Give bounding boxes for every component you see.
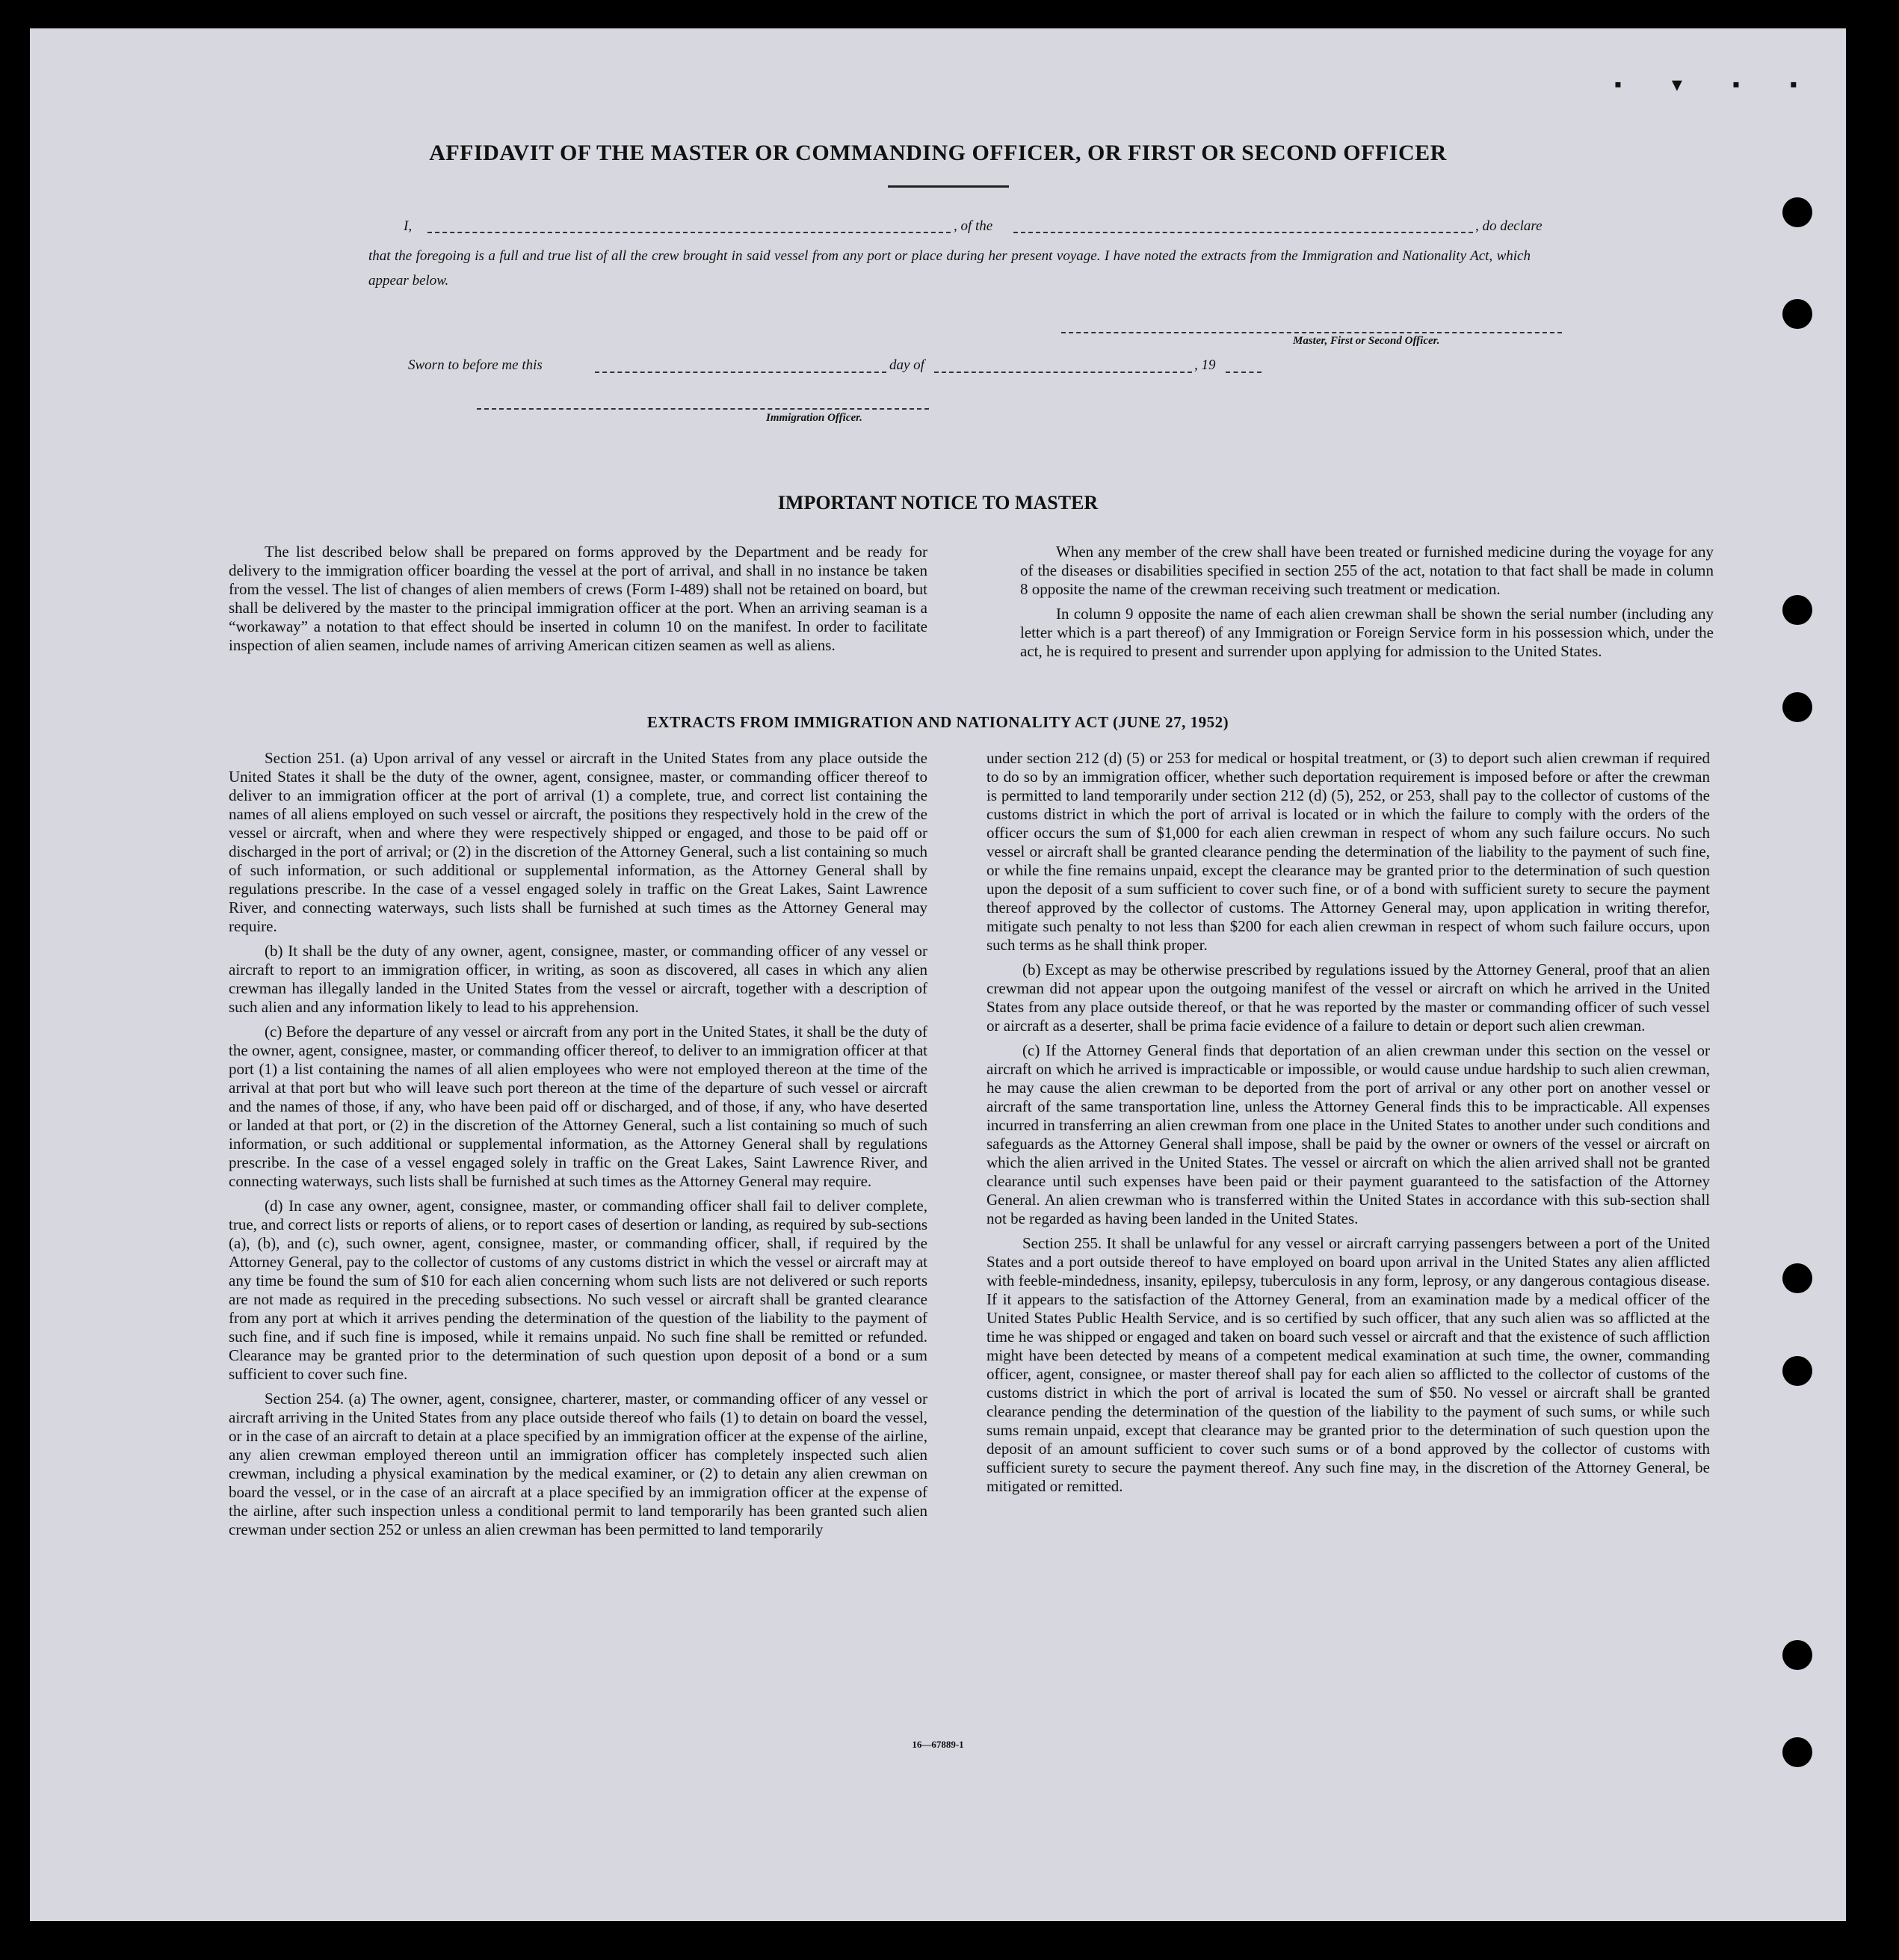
sworn-day-field[interactable] xyxy=(595,372,886,373)
corner-marks: ▪ ▾ ▪ ▪ xyxy=(1614,73,1820,96)
section-paragraph: Section 254. (a) The owner, agent, consignee, charterer, master, or commanding officer of any vessel or aircraft arriving in the United States from any place outside thereof who fails (1) to detain on board the vessel, or in the case of an aircraft to detain at a place specified by an immigration officer at the expense of the airline, any alien crewman employed thereon until an immigration officer has completely inspected such alien crewman, including a physical examination by the medical examiner, or (2) to detain any alien crewman on board the vessel, or in the case of an aircraft at a place specified by an immigration officer at the expense of the airline, after such inspection unless a conditional permit to land temporarily has been granted such alien crewman under section 252 or unless an alien crewman has been permitted to land temporarily xyxy=(229,1390,927,1538)
declaration-text: that the foregoing is a full and true list of all the crew brought in said vessel from any port or place during her present voyage. I have noted the extracts from the Immigration and Nationality Act, which appear below. xyxy=(368,248,1531,289)
officer-caption: Immigration Officer. xyxy=(766,412,862,424)
of-the-label: , of the xyxy=(954,218,993,234)
vessel-field[interactable] xyxy=(1013,232,1473,233)
section-paragraph: Section 251. (a) Upon arrival of any vessel or aircraft in the United States from any place outside the United States it shall be the duty of the owner, agent, consignee, master, or commanding officer thereof to deliver to an immigration officer at the port of arrival (1) a complete, true, and correct list containing the names of all aliens employed on such vessel or aircraft, the positions they respectively hold in the crew of the vessel or aircraft, when and where they were respectively shipped or engaged, and those to be paid off or discharged in the port of arrival; or (2) in the discretion of the Attorney General, such a list containing so much of such information, or such additional or supplemental information, as the Attorney General shall by regulations prescribe. In the case of a vessel engaged solely in traffic on the Great Lakes, Saint Lawrence River, and connecting waterways, such lists shall be furnished at such times as the Attorney General may require. xyxy=(229,749,927,935)
notice-left-column xyxy=(229,543,927,661)
document-page xyxy=(30,28,1846,1921)
extracts-left-column xyxy=(229,749,927,1545)
i-label: I, xyxy=(404,218,413,234)
punch-hole xyxy=(1782,299,1812,329)
title-rule xyxy=(888,185,1009,188)
form-number: 16—67889-1 xyxy=(912,1739,964,1750)
punch-hole xyxy=(1782,595,1812,625)
section-paragraph: (b) It shall be the duty of any owner, agent, consignee, master, or commanding officer of any vessel or aircraft to report to an immigration officer, in writing, as soon as discovered, all cases in which any alien crewman has illegally landed in the United States from the vessel or aircraft, together with a description of such alien and any information likely to lead to his apprehension. xyxy=(229,942,927,1016)
punch-hole xyxy=(1782,197,1812,227)
punch-hole xyxy=(1782,1356,1812,1386)
section-paragraph: (c) If the Attorney General finds that deportation of an alien crewman under this section on the vessel or aircraft on which he arrived is impracticable or impossible, or would cause undue hardship to such alien crewman, he may cause the alien crewman to be deported from the port of arrival or any other port on another vessel or aircraft of the same transportation line, unless the Attorney General finds this to be impracticable. All expenses incurred in transferring an alien crewman from one place in the United States to another under such conditions and safeguards as the Attorney General shall impose, shall be paid by the owner or owners of the vessel or aircraft on which the alien arrived in the United States. The vessel or aircraft on which the alien arrived shall not be granted clearance until such expenses have been paid or their payment guaranteed to the satisfaction of the Attorney General. An alien crewman who is transferred within the United States in accordance with this sub-section shall not be regarded as having been landed in the United States. xyxy=(986,1041,1710,1227)
punch-hole xyxy=(1782,1263,1812,1293)
name-field[interactable] xyxy=(427,232,951,233)
sworn-month-field[interactable] xyxy=(934,372,1192,373)
extracts-right-column xyxy=(986,749,1710,1502)
do-declare-label: , do declare xyxy=(1475,218,1543,234)
signer-caption: Master, First or Second Officer. xyxy=(1293,335,1440,347)
sworn-year-field[interactable] xyxy=(1226,372,1262,373)
day-of-label: day of xyxy=(889,357,924,373)
section-continuation: under section 212 (d) (5) or 253 for medical or hospital treatment, or (3) to deport such alien crewman if required to do so by an immigration officer, whether such deportation requirement is imposed before or after the crewman is permitted to land temporarily under section 212 (d) (5), 252, or 253, shall pay to the collector of customs of the customs district in which the port of arrival is located or in which the failure to comply with the orders of the officer occurs the sum of $1,000 for each alien crewman in respect of whom any such failure occurs. No such vessel or aircraft shall be granted clearance pending the determination of the liability to the payment of such fine, or while the fine remains unpaid, except the clearance may be granted prior to the determination of such question upon the deposit of a sum sufficient to cover such fine, or of a bond with sufficient surety to secure the payment thereof approved by the collector of customs. The Attorney General may, upon application in writing therefor, mitigate such penalty to not less than $200 for each alien crewman in respect of whom such failure occurs, upon such terms as he shall think proper. xyxy=(986,749,1710,954)
officer-signature-field[interactable] xyxy=(477,408,929,410)
notice-paragraph: When any member of the crew shall have been treated or furnished medicine during the voyage for any of the diseases or disabilities specified in section 255 of the act, notation to that fact shall be made in column 8 opposite the name of the crewman receiving such treatment or medication. xyxy=(1020,543,1714,598)
affidavit-title: AFFIDAVIT OF THE MASTER OR COMMANDING OFFICER, OR FIRST OR SECOND OFFICER xyxy=(429,141,1447,165)
sworn-label: Sworn to before me this xyxy=(408,357,543,373)
punch-hole xyxy=(1782,1640,1812,1670)
section-paragraph: (c) Before the departure of any vessel or aircraft from any port in the United States, it shall be the duty of the owner, agent, consignee, master, or commanding officer thereof, to deliver to an immigration officer at that port (1) a list containing the names of all alien employees who were not employed thereon at the time of the arrival at that port but who will leave such port thereon at the time of the departure of such vessel or aircraft and the names of those, if any, who have been paid off or discharged, and of those, if any, who have deserted or landed at that port, or (2) in the discretion of the Attorney General, such a list containing so much of such information, or such additional or supplemental information, as the Attorney General shall by regulations prescribe. In the case of a vessel engaged solely in traffic on the Great Lakes, Saint Lawrence River, and connecting waterways, such lists shall be furnished at such times as the Attorney General may require. xyxy=(229,1023,927,1190)
section-paragraph: (b) Except as may be otherwise prescribed by regulations issued by the Attorney General, proof that an alien crewman did not appear upon the outgoing manifest of the vessel or aircraft on which he arrived in the United States from any place outside thereof, or that he was reported by the master or commanding officer of such vessel or aircraft as a deserter, shall be prima facie evidence of a failure to detain or deport such alien crewman. xyxy=(986,961,1710,1035)
notice-paragraph: In column 9 opposite the name of each alien crewman shall be shown the serial number (including any letter which is a part thereof) of any Immigration or Foreign Service form in his possession which, under the act, he is required to present and surrender upon applying for admission to the United States. xyxy=(1020,605,1714,660)
section-paragraph: Section 255. It shall be unlawful for any vessel or aircraft carrying passengers between a port of the United States and a port outside thereof to have employed on board upon arrival in the United States any alien afflicted with feeble-mindedness, insanity, epilepsy, tuberculosis in any form, leprosy, or any dangerous contagious disease. If it appears to the satisfaction of the Attorney General, from an examination made by a medical officer of the United States Public Health Service, and is so certified by such officer, that any such alien was so afflicted at the time he was shipped or engaged and taken on board such vessel or aircraft and that the existence of such affliction might have been detected by means of a competent medical examination at such time, the owner, commanding officer, agent, consignee, or master thereof shall pay for each alien so afflicted to the collector of customs of the customs district in which the port of arrival is located the sum of $50. No vessel or aircraft shall be granted clearance pending the determination of the question of the liability to the payment of such sums, or while such sums remain unpaid, except that clearance may be granted prior to the determination of such question upon the deposit of an amount sufficient to cover such sums or of a bond approved by the collector of customs with sufficient surety to secure the payment thereof. Any such fine may, in the discretion of the Attorney General, be mitigated or remitted. xyxy=(986,1234,1710,1495)
notice-paragraph: The list described below shall be prepared on forms approved by the Department and be ready for delivery to the immigration officer boarding the vessel at the port of arrival, and shall in no instance be taken from the vessel. The list of changes of alien members of crews (Form I-489) shall not be retained on board, but shall be delivered by the master to the principal immigration officer at the port. When an arriving seaman is a “workaway” a notation to that effect should be inserted in column 10 on the manifest. In order to facilitate inspection of alien seamen, include names of arriving American citizen seamen as well as aliens. xyxy=(229,543,927,654)
notice-title: IMPORTANT NOTICE TO MASTER xyxy=(777,492,1099,514)
section-paragraph: (d) In case any owner, agent, consignee, master, or commanding officer shall fail to deliver complete, true, and correct lists or reports of aliens, or to report cases of desertion or landing, as required by sub-sections (a), (b), and (c), such owner, agent, consignee, master, or commanding officer, shall, if required by the Attorney General, pay to the collector of customs of any customs district in which the vessel or aircraft may at any time be found the sum of $10 for each alien concerning whom such lists are not delivered or such reports are not made as required in the preceding subsections. No such vessel or aircraft shall be granted clearance from any port at which it arrives pending the determination of the question of the liability to the payment of such fine, and if such fine is imposed, while it remains unpaid. No such fine shall be remitted or refunded. Clearance may be granted prior to the determination of such question upon deposit of a bond or a sum sufficient to cover such fine. xyxy=(229,1197,927,1383)
notice-right-column xyxy=(1020,543,1714,667)
signature-field[interactable] xyxy=(1061,332,1562,333)
year-label: , 19 xyxy=(1194,357,1216,373)
extracts-title: EXTRACTS FROM IMMIGRATION AND NATIONALITY ACT (JUNE 27, 1952) xyxy=(646,713,1229,731)
